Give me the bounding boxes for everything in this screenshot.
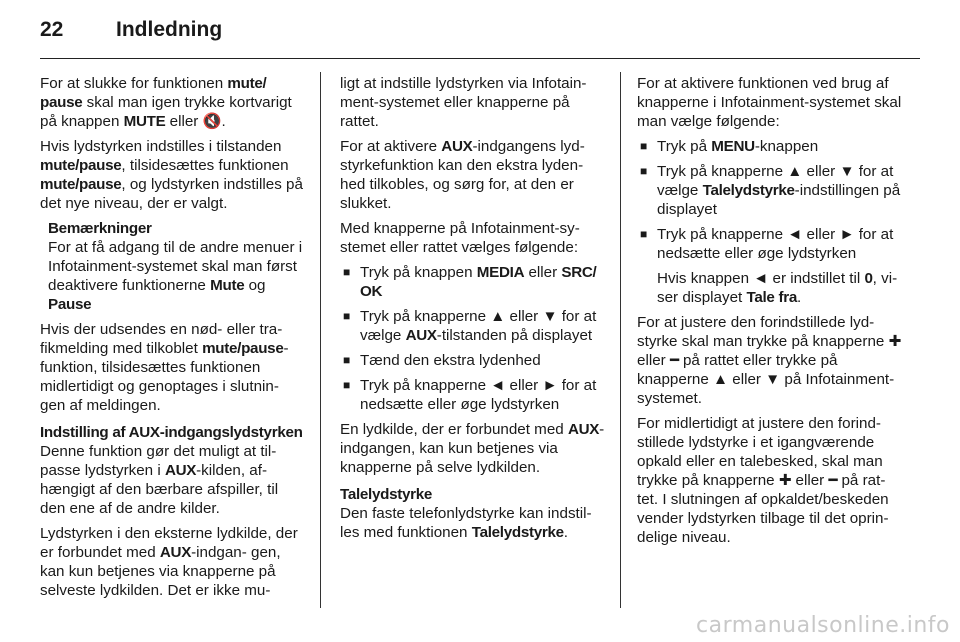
column-divider-2: [620, 72, 621, 608]
page-title: Indledning: [116, 18, 223, 41]
column-1: [40, 74, 306, 606]
plus-icon: ✚: [888, 333, 901, 350]
note-heading: Bemærkninger: [48, 220, 152, 237]
list-item: ■ Tryk på knapperne ◄ eller ► for at nedsætte eller øge lydstyrken: [637, 225, 909, 263]
page-number: 22: [40, 18, 64, 41]
paragraph-mute-off: For at slukke for funktionen mute/ pause skal man igen trykke kortvarigt på knappen MUTE eller 🔇.: [40, 75, 292, 130]
list-item: ■ Tryk på knapperne ▲ eller ▼ for at vælge AUX-tilstanden på displayet: [340, 307, 606, 345]
page-header: [40, 18, 222, 48]
paragraph-aux-intro: Denne funktion gør det muligt at til- passe lydstyrken i AUX-kilden, af- hængigt af den bærbare afspiller, til den ene af de andre kilder.: [40, 443, 279, 517]
section-heading-aux: Indstilling af AUX-indgangslydstyrken: [40, 424, 303, 441]
minus-icon: ━: [669, 352, 679, 369]
header-divider: [40, 58, 920, 59]
list-item: ■ Tryk på knapperne ◄ eller ► for at nedsætte eller øge lydstyrken: [340, 376, 606, 414]
mute-icon: 🔇: [202, 113, 222, 130]
paragraph-aux-source: En lydkilde, der er forbundet med AUX-indgangen, kan kun betjenes via knapperne på selve lydkilden.: [340, 421, 605, 476]
paragraph-select: Med knapperne på Infotainment-sy- stemet eller rattet vælges følgende:: [340, 220, 580, 256]
plus-icon: ✚: [778, 472, 792, 489]
paragraph-continued: ligt at indstille lydstyrken via Infotain- ment-systemet eller knapperne på rattet.: [340, 75, 587, 130]
paragraph-aux-activate: For at aktivere AUX-indgangens lyd- styrkefunktion kan den ekstra lyden- hed tilkobles, og sørg for, at den er slukket.: [340, 138, 585, 212]
list-item: ■ Tryk på knapperne ▲ eller ▼ for at vælge Talelydstyrke-indstillingen på displayet: [637, 162, 909, 219]
paragraph-preset-adjust: For at justere den forindstillede lyd- styrke skal man trykke på knapperne ✚ eller ━ på rattet eller trykke på knapperne ▲ eller ▼ på Infotainment- systemet.: [637, 314, 901, 407]
list-item: ■ Tryk på MENU-knappen: [637, 137, 909, 156]
section-heading-speech-volume: Talelydstyrke: [340, 486, 433, 503]
paragraph-temporary-adjust: For midlertidigt at justere den forind- stillede lydstyrke i et igangværende opkald eller en talebesked, skal man trykke på knapperne ✚ eller ━ på rat- tet. I slutningen af opkaldet/beskeden vender lydstyrken tilbage til det oprin- delige niveau.: [637, 415, 889, 546]
paragraph-volume-zero: Hvis knappen ◄ er indstillet til 0, vi- ser displayet Tale fra.: [657, 270, 898, 306]
column-3: [637, 74, 909, 553]
watermark: carmanualsonline.info: [696, 613, 950, 638]
paragraph-speech-volume: Den faste telefonlydstyrke kan indstil- les med funktionen Talelydstyrke.: [340, 505, 592, 541]
steps-list: [340, 263, 606, 414]
note-block: Bemærkninger For at få adgang til de andre menuer i Infotainment-systemet skal man først deaktivere funktionerne Mute og Pause: [48, 219, 306, 314]
paragraph-activate-buttons: For at aktivere funktionen ved brug af knapperne i Infotainment-systemet skal man vælge følgende:: [637, 75, 902, 130]
column-2: [340, 74, 606, 548]
paragraph-volume-in-mute: Hvis lydstyrken indstilles i tilstanden mute/pause, tilsidesættes funktionen mute/pause, og lydstyrken indstilles på det nye niveau, der er valgt.: [40, 138, 303, 212]
minus-icon: ━: [828, 472, 838, 489]
list-item: ■ Tryk på knappen MEDIA eller SRC/ OK: [340, 263, 606, 301]
list-item: ■ Tænd den ekstra lydenhed: [340, 351, 606, 370]
paragraph-emergency: Hvis der udsendes en nød- eller tra- fikmelding med tilkoblet mute/pause- funktion, tilsidesættes funktionen midlertidigt og genoptages i slutnin- gen af meldingen.: [40, 321, 289, 414]
steps-list: [637, 137, 909, 263]
column-divider-1: [320, 72, 321, 608]
paragraph-aux-external: Lydstyrken i den eksterne lydkilde, der er forbundet med AUX-indgan- gen, kan kun betjenes via knapperne på selveste lydkilden. Det er ikke mu-: [40, 525, 298, 599]
